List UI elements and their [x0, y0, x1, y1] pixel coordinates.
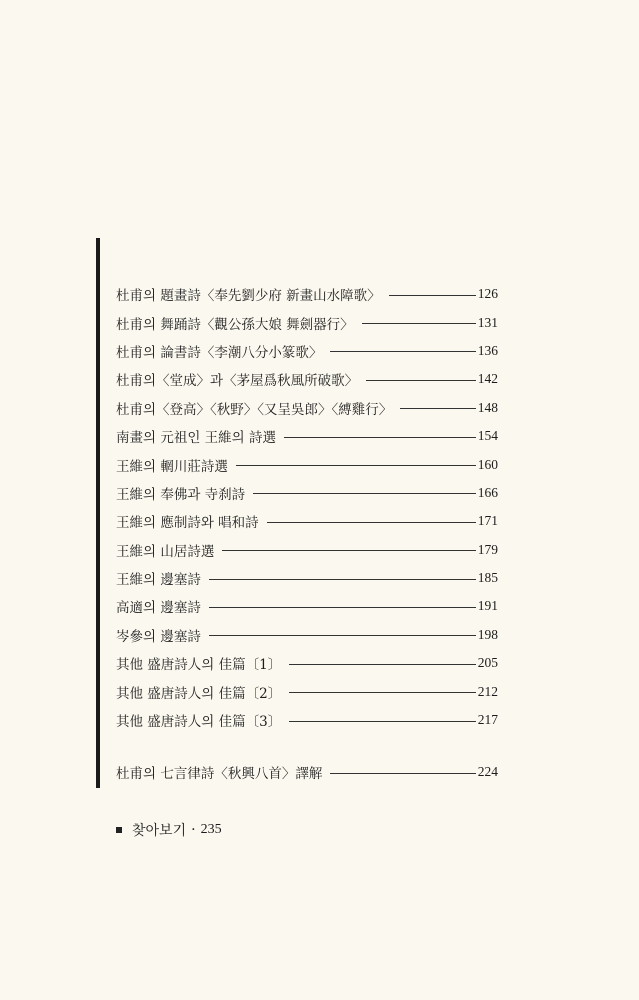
leader-line	[222, 550, 475, 551]
index-page: 235	[200, 822, 222, 837]
toc-entry[interactable]	[116, 450, 498, 478]
toc-entry-title: 王維의 邊塞詩	[116, 572, 201, 589]
toc-entry-title: 杜甫의 論書詩〈李潮八分小篆歌〉	[116, 344, 323, 361]
leader-line	[267, 522, 476, 523]
index-label: 찾아보기	[132, 823, 187, 839]
toc-entry-page: 154	[477, 428, 498, 444]
toc-entry-page: 160	[477, 456, 498, 472]
toc-entry-title: 其他 盛唐詩人의 佳篇〔3〕	[116, 714, 282, 731]
toc-entry-page: 198	[477, 626, 498, 642]
toc-entry-page: 131	[477, 314, 498, 330]
leader-line	[253, 493, 476, 494]
toc-entry-page: 205	[477, 655, 498, 671]
index-separator: ·	[191, 822, 196, 838]
toc-entry[interactable]	[116, 758, 498, 786]
leader-line	[209, 635, 476, 636]
toc-entry-title: 王維의 輞川莊詩選	[116, 458, 228, 475]
toc-entry-title: 王維의 山居詩選	[116, 543, 215, 560]
toc-entry-title: 杜甫의〈登高〉〈秋野〉〈又呈吳郎〉〈縛雞行〉	[116, 401, 393, 418]
leader-line	[362, 323, 476, 324]
toc-entry[interactable]	[116, 337, 498, 365]
toc-entry[interactable]	[116, 706, 498, 734]
toc-entry-page: 126	[477, 286, 498, 302]
toc-entry-title: 杜甫의 舞踊詩〈觀公孫大娘 舞劍器行〉	[116, 316, 354, 333]
toc-entry-title: 其他 盛唐詩人의 佳篇〔1〕	[116, 657, 282, 674]
toc-entry-title: 其他 盛唐詩人의 佳篇〔2〕	[116, 685, 282, 702]
toc-entry-title: 王維의 奉佛과 寺刹詩	[116, 486, 246, 503]
leader-line	[289, 692, 476, 693]
toc-entry-title: 岑參의 邊塞詩	[116, 628, 201, 645]
toc-entry[interactable]	[116, 677, 498, 705]
toc-entry[interactable]	[116, 564, 498, 592]
toc-entry[interactable]	[116, 422, 498, 450]
toc-entry-page: 166	[477, 484, 498, 500]
toc-entry-page: 171	[477, 513, 498, 529]
toc-entry[interactable]	[116, 507, 498, 535]
leader-line	[236, 465, 476, 466]
toc-entry[interactable]	[116, 621, 498, 649]
square-bullet-icon	[116, 827, 122, 833]
toc-entry[interactable]	[116, 536, 498, 564]
leader-line	[366, 380, 476, 381]
index-entry[interactable]	[116, 820, 222, 840]
toc-entry[interactable]	[116, 365, 498, 393]
leader-line	[389, 295, 476, 296]
toc-entry-page: 136	[477, 342, 498, 358]
leader-line	[330, 351, 475, 352]
toc-entry[interactable]	[116, 394, 498, 422]
toc-entry-title: 高適의 邊塞詩	[116, 600, 201, 617]
toc-entry-page: 191	[477, 598, 498, 614]
toc-entry-page: 142	[477, 371, 498, 387]
toc-entry[interactable]	[116, 308, 498, 336]
vertical-rule	[96, 238, 100, 788]
toc-entry-page: 179	[477, 541, 498, 557]
toc-entry-page: 148	[477, 399, 498, 415]
toc-entry-title: 杜甫의 題畫詩〈奉先劉少府 新畫山水障歌〉	[116, 288, 381, 305]
toc-entry-title: 杜甫의 七言律詩〈秋興八首〉譯解	[116, 766, 323, 783]
leader-line	[289, 664, 476, 665]
toc-entry-title: 王維의 應制詩와 唱和詩	[116, 515, 259, 532]
toc-entry-page: 217	[477, 712, 498, 728]
toc-entry-page: 224	[477, 764, 498, 780]
leader-line	[284, 437, 476, 438]
toc-entry[interactable]	[116, 592, 498, 620]
leader-line	[400, 408, 475, 409]
toc-entry-page: 212	[477, 683, 498, 699]
toc-entry[interactable]	[116, 479, 498, 507]
toc-entry[interactable]	[116, 280, 498, 308]
toc-entry-page: 185	[477, 570, 498, 586]
leader-line	[209, 579, 476, 580]
toc-entry-title: 南畫의 元祖인 王維의 詩選	[116, 430, 276, 447]
leader-line	[209, 607, 476, 608]
toc-entry-title: 杜甫의〈堂成〉과〈茅屋爲秋風所破歌〉	[116, 373, 359, 390]
toc-entry[interactable]	[116, 649, 498, 677]
leader-line	[289, 721, 476, 722]
leader-line	[330, 773, 475, 774]
table-of-contents	[116, 280, 498, 787]
